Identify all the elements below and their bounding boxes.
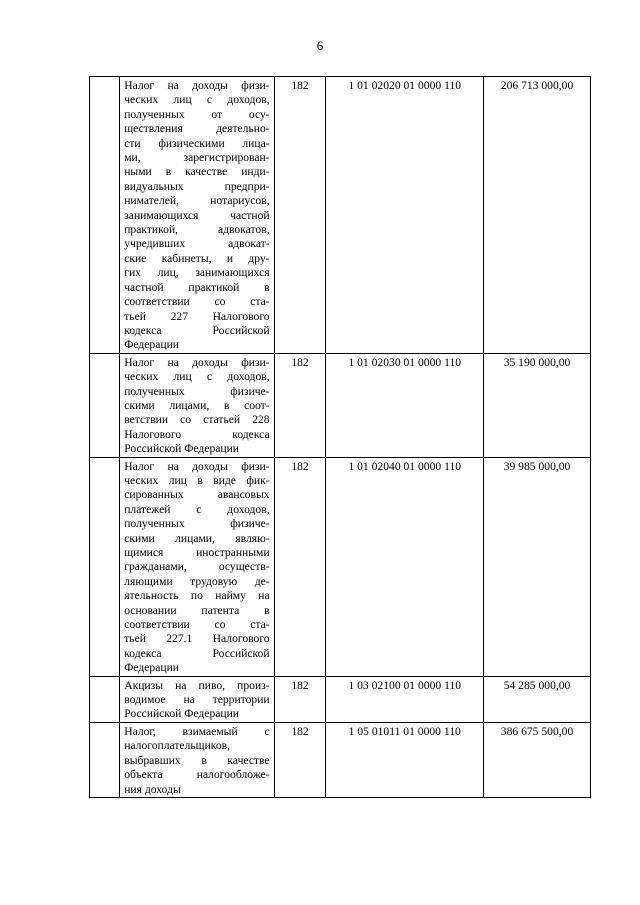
revenue-name-cell	[120, 722, 274, 797]
revenue-name-line: Налог на доходы физи-	[124, 79, 270, 92]
table-row	[90, 457, 591, 676]
amount-cell: 386 675 500,00	[484, 722, 591, 797]
revenue-name-line: ческих лиц с доходов,	[124, 93, 270, 107]
revenue-name-line: объекта налогообложе-	[124, 768, 270, 782]
revenue-name-line: ми, зарегистрирован-	[124, 151, 270, 165]
empty-cell	[90, 353, 120, 457]
revenue-name-line: частной практикой в	[124, 280, 270, 294]
admin-code-cell: 182	[274, 353, 326, 457]
revenue-name-line: тьей 227.1 Налогового	[124, 632, 270, 646]
budget-classification-code-cell: 1 03 02100 01 0000 110	[326, 676, 484, 722]
revenue-name-line: Акцизы на пиво, произ-	[124, 678, 270, 692]
revenue-name-line: видуальных предпри-	[124, 179, 270, 193]
revenue-name-line: налогоплательщиков,	[124, 739, 230, 753]
revenue-name-line: скими лицами, в соот-	[124, 398, 270, 412]
amount-cell: 206 713 000,00	[484, 77, 591, 354]
revenue-name-line: полученных от осу-	[124, 107, 270, 121]
table-body	[90, 77, 591, 798]
revenue-name-cell	[120, 676, 274, 722]
revenue-name-line: скими лицами, являю-	[124, 531, 270, 545]
revenue-name-line: учредивших адвокат-	[124, 237, 270, 251]
admin-code-cell: 182	[274, 457, 326, 676]
revenue-name-line: кодекса Российской	[124, 323, 270, 337]
revenue-name-line: ческих лиц в виде фик-	[124, 473, 270, 487]
amount-cell: 54 285 000,00	[484, 676, 591, 722]
revenue-name-line: Налогового кодекса	[124, 427, 270, 441]
empty-cell	[90, 676, 120, 722]
budget-classification-code-cell: 1 01 02030 01 0000 110	[326, 353, 484, 457]
revenue-name-line: выбравших в качестве	[124, 753, 270, 767]
table-row	[90, 353, 591, 457]
table-row	[90, 77, 591, 354]
revenue-name-line: ными в качестве инди-	[124, 165, 270, 179]
revenue-name-line: Налог на доходы физи-	[124, 355, 270, 369]
revenue-name-line: гражданами, осуществ-	[124, 560, 270, 574]
admin-code-cell: 182	[274, 77, 326, 354]
revenue-name-line: ществления деятельно-	[124, 122, 270, 136]
revenue-name-line: Налог, взимаемый с	[124, 724, 270, 738]
revenue-name-line: ческих лиц с доходов,	[124, 370, 270, 384]
revenue-name-cell	[120, 353, 274, 457]
revenue-name-line: основании патента в	[124, 603, 270, 617]
budget-classification-code-cell: 1 05 01011 01 0000 110	[326, 722, 484, 797]
empty-cell	[90, 457, 120, 676]
amount-cell: 35 190 000,00	[484, 353, 591, 457]
admin-code-cell: 182	[274, 722, 326, 797]
revenue-name-line: щимися иностранными	[124, 546, 270, 559]
revenue-name-cell	[120, 457, 274, 676]
revenue-name-line: полученных физиче-	[124, 384, 270, 398]
revenue-name-line: ляющими трудовую де-	[124, 574, 270, 588]
revenue-name-line: занимающихся частной	[124, 208, 270, 222]
revenue-name-line: ветствии со статьей 228	[124, 413, 270, 427]
revenue-name-line: тьей 227 Налогового	[124, 309, 270, 323]
revenue-name-line: нимателей, нотариусов,	[124, 194, 270, 208]
revenue-name-line: полученных физиче-	[124, 517, 270, 531]
revenue-name-line: кодекса Российской	[124, 646, 270, 660]
revenue-name-line: гих лиц, занимающихся	[124, 266, 270, 280]
page-number: 6	[316, 38, 324, 53]
budget-classification-code-cell: 1 01 02040 01 0000 110	[326, 457, 484, 676]
revenue-name-cell	[120, 77, 274, 354]
budget-classification-code-cell: 1 01 02020 01 0000 110	[326, 77, 484, 354]
revenue-name-line: платежей с доходов,	[124, 502, 270, 516]
revenue-name-line: практикой, адвокатов,	[124, 223, 270, 237]
table-row	[90, 722, 591, 797]
revenue-name-line: Налог на доходы физи-	[124, 459, 270, 473]
revenue-name-line: Федерации	[124, 338, 179, 352]
revenue-name-line: ния доходы	[124, 782, 181, 796]
revenue-name-line: Федерации	[124, 661, 179, 675]
revenue-name-line: ятельность по найму на	[124, 589, 270, 603]
revenue-name-line: ские кабинеты, и дру-	[124, 251, 270, 265]
revenue-name-line: соответствии со ста-	[124, 618, 270, 632]
empty-cell	[90, 77, 120, 354]
revenue-name-line: Российской Федерации	[124, 707, 240, 721]
revenue-name-line: соответствии со ста-	[124, 295, 270, 309]
amount-cell: 39 985 000,00	[484, 457, 591, 676]
admin-code-cell: 182	[274, 676, 326, 722]
revenue-name-line: сированных авансовых	[124, 488, 270, 502]
table-row	[90, 676, 591, 722]
empty-cell	[90, 722, 120, 797]
revenue-name-line: сти физическими лица-	[124, 136, 270, 150]
revenue-name-line: водимое на территории	[124, 693, 270, 707]
revenue-table	[89, 76, 591, 798]
revenue-name-line: Российской Федерации	[124, 442, 240, 456]
